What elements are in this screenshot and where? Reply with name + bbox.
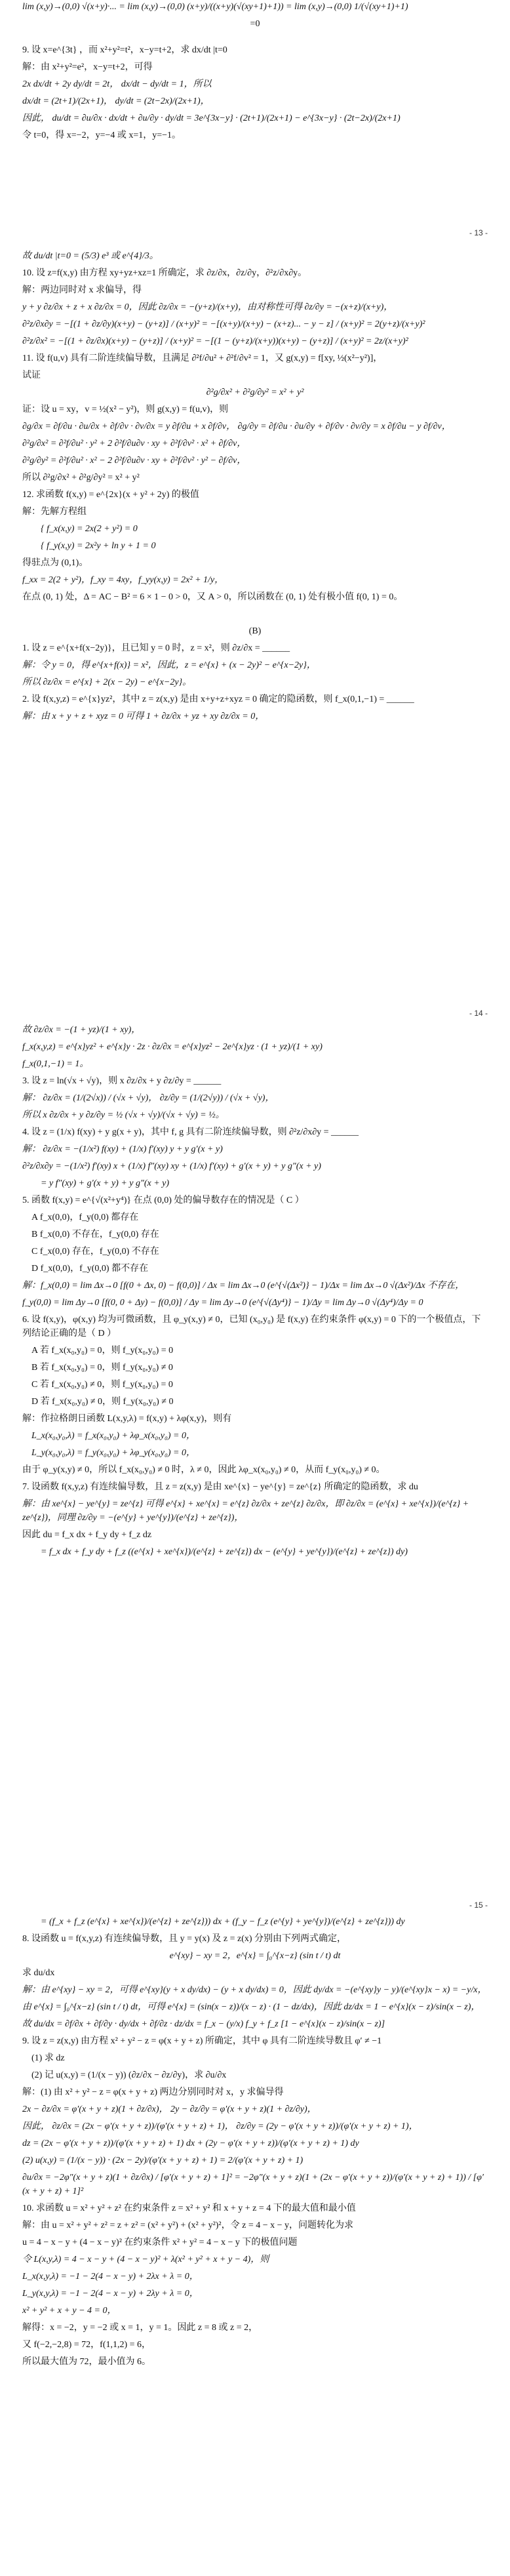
text-line: (1) 求 dz bbox=[31, 2053, 65, 2063]
formula-line: 解：由 xe^{x} − ye^{y} = ze^{z} 可得 e^{x} + xe^{x} = e^{z} ∂z/∂x + ze^{z} ∂z/∂x，即 ∂z/∂x = (e^{x} + xe^{x})/(e^{z} + ze^{z})，同理 ∂z/∂y = −(e^{y} + ye^{y})/(e^{z} + ze^{z})， bbox=[22, 1499, 469, 1523]
formula-line: ∂²z/∂x∂y = −[(1 + ∂z/∂y)(x+y) − (y+z)] / (x+y)² = −[(x+y)/(x+y) − (x+z)... − y − z] / (x+y)² = 2(y+z)/(x+y)² bbox=[22, 319, 425, 329]
page-segment-2 bbox=[0, 249, 510, 1003]
formula-line: y + y ∂z/∂x + z + x ∂z/∂x = 0，因此 ∂z/∂x = −(y+z)/(x+y)，由对称性可得 ∂z/∂y = −(x+z)/(x+y)， bbox=[22, 302, 393, 312]
text-line: 试证 bbox=[22, 371, 41, 380]
problem-heading: 11. 设 f(u,v) 具有二阶连续偏导数，且满足 ∂²f/∂u² + ∂²f/∂v² = 1，又 g(x,y) = f[xy, ½(x²−y²)]， bbox=[22, 353, 383, 363]
choice-option: C 若 f_x(x₀,y₀) ≠ 0，则 f_y(x₀,y₀) = 0 bbox=[31, 1380, 173, 1390]
formula-line: 故 du/dx = ∂f/∂x + ∂f/∂y · dy/dx + ∂f/∂z · dz/dx = f_x − (y/x) f_y + f_z [1 − e^{x}(x − z)/sin(x − z)] bbox=[22, 2019, 385, 2029]
formula-line: ∂²g/∂y² = ∂²f/∂u² · x² − 2 ∂²f/∂u∂v · xy + ∂²f/∂v² · y² − ∂f/∂v， bbox=[22, 456, 246, 466]
text-line: 所以 ∂²g/∂x² + ∂²g/∂y² = x² + y² bbox=[22, 473, 140, 483]
formula-line: e^{xy} − xy = 2，e^{x} = ∫₀^{x−z} (sin t / t) dt bbox=[169, 1951, 341, 1961]
text-line: 解：作拉格朗日函数 L(x,y,λ) = f(x,y) + λφ(x,y)，则有 bbox=[22, 1414, 232, 1424]
formula-line: { f_y(x,y) = 2x²y + ln y + 1 = 0 bbox=[41, 541, 156, 551]
formula-line: L_y(x,y,λ) = −1 − 2(4 − x − y) + 2λy + λ = 0， bbox=[22, 2289, 199, 2299]
text-line: 解：(1) 由 x² + y² − z = φ(x + y + z) 两边分别同时对 x，y 求偏导得 bbox=[22, 2087, 284, 2097]
formula-line: 解：由 x + y + z + xyz = 0 可得 1 + ∂z/∂x + yz + xy ∂z/∂x = 0， bbox=[22, 712, 265, 721]
formula-line: 解： ∂z/∂x = (1/(2√x)) / (√x + √y)， ∂z/∂y = (1/(2√y)) / (√x + √y)， bbox=[22, 1093, 275, 1103]
formula-line: f_x(x,y,z) = e^{x}yz² + e^{x}y · 2z · ∂z/∂x = e^{x}yz² − 2e^{x}yz · (1 + yz)/(1 + xy) bbox=[22, 1042, 323, 1052]
problem-heading: 10. 求函数 u = x² + y² + z² 在约束条件 z = x² + y² 和 x + y + z = 4 下的最大值和最小值 bbox=[22, 2204, 356, 2213]
formula-line: ∂²z/∂x∂y = −(1/x²) f′(xy) x + (1/x) f″(xy) xy + (1/x) f′(xy) + g′(x + y) + y g″(x + y) bbox=[22, 1161, 321, 1171]
formula-line: ∂²z/∂x² = −[(1 + ∂z/∂x)(x+y) − (y+z)] / (x+y)² = −[(1 − (y+z)/(x+y))(x+y) − (y+z)] / (x+y)² = 2z/(x+y)² bbox=[22, 336, 408, 346]
text-line: 解：由 x²+y²=e²，x−y=t+2，可得 bbox=[22, 62, 153, 72]
page-break bbox=[0, 223, 510, 243]
problem-heading: 4. 设 z = (1/x) f(xy) + y g(x + y)，其中 f, g 具有二阶连续偏导数，则 ∂²z/∂x∂y = ______ bbox=[22, 1127, 359, 1137]
text-line: 由于 φ_y(x,y) ≠ 0，所以 f_x(x₀,y₀) ≠ 0 时，λ ≠ 0，因此 λφ_x(x₀,y₀) ≠ 0，从而 f_y(x₀,y₀) ≠ 0。 bbox=[22, 1465, 385, 1475]
problem-heading: 5. 函数 f(x,y) = e^{√(x²+y⁴)} 在点 (0,0) 处的偏导数存在的情况是（ C ） bbox=[22, 1196, 304, 1205]
text-line: 解：先解方程组 bbox=[22, 507, 87, 517]
formula-line: dx/dt = (2t+1)/(2x+1)， dy/dt = (2t−2x)/(2x+1)， bbox=[22, 96, 210, 106]
text-line: 又 f(−2,−2,8) = 72，f(1,1,2) = 6， bbox=[22, 2340, 151, 2350]
formula-line: 解：令 y = 0，得 e^{x+f(x)} = x²，因此，z = e^{x} + (x − 2y)² − e^{x−2y}， bbox=[22, 660, 316, 670]
formula-line: 令 L(x,y,λ) = 4 − x − y + (4 − x − y)² + λ(x² + y² + x + y − 4)，则 bbox=[22, 2255, 269, 2264]
formula-line: x² + y² + x + y − 4 = 0， bbox=[22, 2306, 117, 2316]
text-line: 证：设 u = xy，v = ½(x² − y²)，则 g(x,y) = f(u,v)，则 bbox=[22, 405, 229, 414]
problem-heading: 6. 设 f(x,y)，φ(x,y) 均为可微函数，且 φ_y(x,y) ≠ 0，已知 (x₀,y₀) 是 f(x,y) 在约束条件 φ(x,y) = 0 下的一个极值点，下列结论正确的是（ D ） bbox=[22, 1315, 481, 1338]
choice-option: A f_x(0,0)，f_y(0,0) 都存在 bbox=[31, 1213, 139, 1222]
formula-line: 所以 ∂z/∂x = e^{x} + 2(x − 2y) − e^{x−2y}。 bbox=[22, 677, 192, 687]
formula-line: ∂g/∂x = ∂f/∂u · ∂u/∂x + ∂f/∂v · ∂v/∂x = y ∂f/∂u + x ∂f/∂v， ∂g/∂y = ∂f/∂u · ∂u/∂y + ∂f/∂v · ∂v/∂y = x ∂f/∂u − y ∂f/∂v， bbox=[22, 422, 451, 432]
formula-line: ∂²g/∂x² = ∂²f/∂u² · y² + 2 ∂²f/∂u∂v · xy + ∂²f/∂v² · x² + ∂f/∂v， bbox=[22, 439, 246, 449]
choice-option: B 若 f_x(x₀,y₀) = 0，则 f_y(x₀,y₀) ≠ 0 bbox=[31, 1363, 173, 1373]
formula-line: 因此， ∂z/∂x = (2x − φ′(x + y + z))/(φ′(x + y + z) + 1)， ∂z/∂y = (2y − φ′(x + y + z))/(φ′(x + y + z) + 1)， bbox=[22, 2122, 418, 2131]
formula-line: f_y(0,0) = lim Δy→0 [f(0, 0 + Δy) − f(0,0)] / Δy = lim Δy→0 (e^{√(Δy⁴)} − 1)/Δy = lim Δy→0 √(Δy⁴)/Δy = 0 bbox=[22, 1298, 423, 1308]
page-segment-1 bbox=[0, 0, 510, 223]
formula-line: dz = (2x − φ′(x + y + z))/(φ′(x + y + z) + 1) dx + (2y − φ′(x + y + z))/(φ′(x + y + z) + 1) dy bbox=[22, 2139, 359, 2148]
formula-line: 2x dx/dt + 2y dy/dt = 2t， dx/dt − dy/dt = 1，所以 bbox=[22, 79, 212, 89]
choice-option: A 若 f_x(x₀,y₀) = 0，则 f_y(x₀,y₀) = 0 bbox=[31, 1346, 174, 1356]
page-segment-3 bbox=[0, 1023, 510, 1895]
text-line: 解得：x = −2，y = −2 或 x = 1，y = 1。因此 z = 8 或 z = 2， bbox=[22, 2323, 258, 2333]
problem-heading: 9. 设 x=e^{3t} ，而 x²+y²=t²，x−y=t+2，求 dx/dt |t=0 bbox=[22, 45, 227, 55]
problem-heading: 10. 设 z=f(x,y) 由方程 xy+yz+xz=1 所确定，求 ∂z/∂x，∂z/∂y，∂²z/∂x∂y。 bbox=[22, 268, 307, 278]
problem-heading: 8. 设函数 u = f(x,y,z) 有连续偏导数，且 y = y(x) 及 z = z(x) 分别由下列两式确定， bbox=[22, 1934, 347, 1944]
formula-line: 2x − ∂z/∂x = φ′(x + y + z)(1 + ∂z/∂x)， 2y − ∂z/∂y = φ′(x + y + z)(1 + ∂z/∂y)， bbox=[22, 2104, 317, 2114]
formula-line: 解：由 e^{xy} − xy = 2，可得 e^{xy}(y + x dy/dx) − (y + x dy/dx) = 0，因此 dy/dx = −(e^{xy}y − y)/(e^{xy}x − x) = −y/x， bbox=[22, 1985, 487, 1995]
formula-line: 所以 x ∂z/∂x + y ∂z/∂y = ½ (√x + √y)/(√x + √y) = ½。 bbox=[22, 1110, 225, 1120]
page-break bbox=[0, 1003, 510, 1023]
formula-line: 因此， du/dt = ∂u/∂x · dx/dt + ∂u/∂y · dy/dt = 3e^{3x−y} · (2t+1)/(2x+1) − e^{3x−y} · (2t−2x)/(2x+1) bbox=[22, 113, 401, 123]
text-line: (2) 记 u(x,y) = (1/(x − y)) (∂z/∂x − ∂z/∂y)，求 ∂u/∂x bbox=[31, 2070, 227, 2080]
formula-line: L_x(x₀,y₀,λ) = f_x(x₀,y₀) + λφ_x(x₀,y₀) = 0， bbox=[31, 1431, 195, 1441]
problem-heading: 2. 设 f(x,y,z) = e^{x}yz²，其中 z = z(x,y) 是由 x+y+z+xyz = 0 确定的隐函数，则 f_x(0,1,−1) = ______ bbox=[22, 694, 414, 704]
page-number: - 15 - bbox=[469, 1901, 488, 1910]
formula-line: 故 ∂z/∂x = −(1 + yz)/(1 + xy)， bbox=[22, 1025, 141, 1035]
choice-option: D f_x(0,0)，f_y(0,0) 都不存在 bbox=[31, 1264, 149, 1274]
formula-line: 解： ∂z/∂x = −(1/x²) f(xy) + (1/x) f′(xy) y + y g′(x + y) bbox=[22, 1144, 223, 1154]
problem-heading: 1. 设 z = e^{x+f(x−2y)}，且已知 y = 0 时，z = x²，则 ∂z/∂x = ______ bbox=[22, 643, 290, 653]
text-line: 令 t=0，得 x=−2，y=−4 或 x=1，y=−1。 bbox=[22, 131, 182, 140]
page-break bbox=[0, 1895, 510, 1915]
text-line: lim (x,y)→(0,0) √(x+y)·... = lim (x,y)→(0,0) (x+y)/((x+y)(√(xy+1)+1)) = lim (x,y)→(0,0) 1/(√(xy+1)+1) bbox=[22, 2, 408, 12]
formula-line: (2) u(x,y) = (1/(x − y)) · (2x − 2y)/(φ′(x + y + z) + 1) = 2/(φ′(x + y + z) + 1) bbox=[22, 2156, 304, 2165]
formula-line: 故 du/dt |t=0 = (5/3) e³ 或 e^{4}/3。 bbox=[22, 251, 159, 261]
formula-line: ∂²g/∂x² + ∂²g/∂y² = x² + y² bbox=[206, 388, 304, 397]
text-line: 在点 (0, 1) 处，Δ = AC − B² = 6 × 1 − 0 > 0，又 A > 0，所以函数在 (0, 1) 处有极小值 f(0, 1) = 0。 bbox=[22, 592, 403, 602]
choice-option: D 若 f_x(x₀,y₀) ≠ 0，则 f_y(x₀,y₀) ≠ 0 bbox=[31, 1397, 174, 1407]
formula-line: 由 e^{x} = ∫₀^{x−z} (sin t / t) dt，可得 e^{x} = (sin(x − z))/(x − z) · (1 − dz/dx)，因此 dz/dx = 1 − e^{x}(x − z)/sin(x − z)， bbox=[22, 2002, 481, 2012]
page-number: - 13 - bbox=[469, 228, 488, 237]
page-number: - 14 - bbox=[469, 1009, 488, 1018]
formula-line: L_x(x,y,λ) = −1 − 2(4 − x − y) + 2λx + λ = 0， bbox=[22, 2272, 199, 2282]
formula-line: 解：f_x(0,0) = lim Δx→0 [f(0 + Δx, 0) − f(0,0)] / Δx = lim Δx→0 (e^{√(Δx²)} − 1)/Δx = lim Δx→0 √(Δx²)/Δx 不存在， bbox=[22, 1281, 465, 1291]
problem-heading: 3. 设 z = ln(√x + √y)，则 x ∂z/∂x + y ∂z/∂y = ______ bbox=[22, 1076, 222, 1086]
text-line: u = 4 − x − y + (4 − x − y)² 在约束条件 x² + y² = 4 − x − y 下的极值问题 bbox=[22, 2238, 298, 2247]
problem-heading: 7. 设函数 f(x,y,z) 有连续偏导数，且 z = z(x,y) 是由 xe^{x} − ye^{y} = ze^{z} 所确定的隐函数，求 du bbox=[22, 1482, 418, 1492]
formula-line: f_xx = 2(2 + y²)，f_xy = 4xy，f_yy(x,y) = 2x² + 1/y， bbox=[22, 575, 224, 585]
text-line: 所以最大值为 72，最小值为 6。 bbox=[22, 2357, 151, 2367]
text-line: 得驻点为 (0,1)。 bbox=[22, 558, 88, 568]
problem-heading: 9. 设 z = z(x,y) 由方程 x² + y² − z = φ(x + y + z) 所确定，其中 φ 具有二阶连续导数且 φ′ ≠ −1 bbox=[22, 2036, 382, 2046]
page-segment-4 bbox=[0, 1915, 510, 2576]
formula-line: = y f″(xy) + g′(x + y) + y g″(x + y) bbox=[41, 1178, 170, 1188]
formula-line: f_x(0,1,−1) = 1。 bbox=[22, 1059, 89, 1069]
text-line: =0 bbox=[250, 19, 260, 29]
section-heading: (B) bbox=[248, 626, 262, 636]
formula-line: = (f_x + f_z (e^{x} + xe^{x})/(e^{z} + ze^{z})) dx + (f_y − f_z (e^{y} + ye^{y})/(e^{z} + ze^{z})) dy bbox=[41, 1917, 405, 1927]
text-line: 解：两边同时对 x 求偏导，得 bbox=[22, 285, 142, 295]
text-line: 解：由 u = x² + y² + z² = z + z² = (x² + y²) + (x² + y²)²，令 z = 4 − x − y，问题转化为求 bbox=[22, 2221, 354, 2230]
text-line: 求 du/dx bbox=[22, 1968, 55, 1978]
text-line: 因此 du = f_x dx + f_y dy + f_z dz bbox=[22, 1530, 152, 1540]
formula-line: = f_x dx + f_y dy + f_z ((e^{x} + xe^{x})/(e^{z} + ze^{z}) dx − (e^{y} + ye^{y})/(e^{z} + ze^{z}) dy) bbox=[41, 1547, 408, 1557]
formula-line: ∂u/∂x = −2φ″(x + y + z)(1 + ∂z/∂x) / [φ′(x + y + z) + 1]² = −2φ″(x + y + z)(1 + (2x − φ′(x + y + z))/(φ′(x + y + z) + 1)) / [φ′(x + y + z) + 1]² bbox=[22, 2173, 484, 2196]
choice-option: C f_x(0,0) 存在，f_y(0,0) 不存在 bbox=[31, 1247, 159, 1257]
formula-line: L_y(x₀,y₀,λ) = f_y(x₀,y₀) + λφ_y(x₀,y₀) = 0， bbox=[31, 1448, 195, 1458]
choice-option: B f_x(0,0) 不存在，f_y(0,0) 存在 bbox=[31, 1230, 159, 1239]
formula-line: { f_x(x,y) = 2x(2 + y²) = 0 bbox=[41, 524, 138, 534]
problem-heading: 12. 求函数 f(x,y) = e^{2x}(x + y² + 2y) 的极值 bbox=[22, 490, 199, 500]
